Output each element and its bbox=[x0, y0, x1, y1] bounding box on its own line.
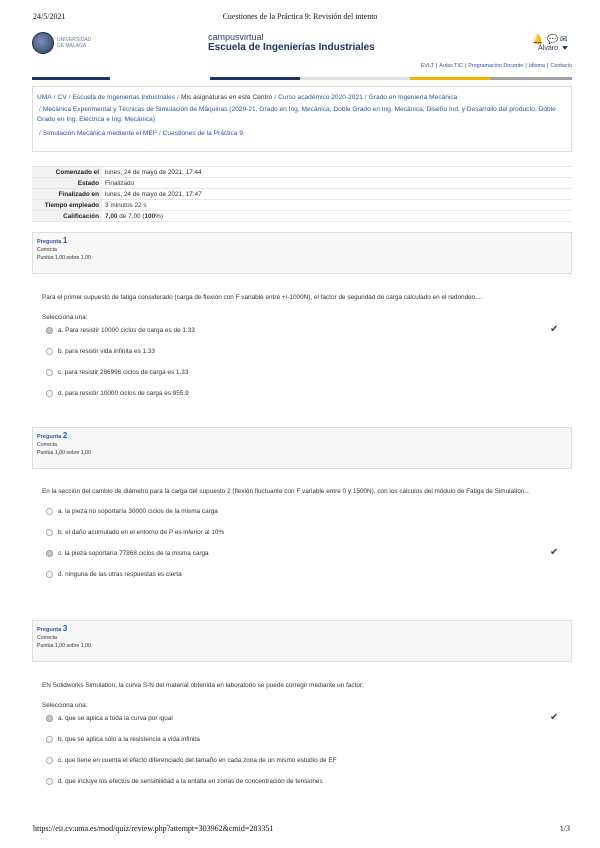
question-grade: Puntúa 1,00 sobre 1,00 bbox=[37, 643, 91, 649]
option-label: a. que se aplica a toda la curva por igual bbox=[58, 714, 173, 722]
radio-button[interactable] bbox=[46, 390, 53, 397]
answer-option[interactable] bbox=[46, 772, 572, 793]
radio-button[interactable] bbox=[46, 529, 53, 536]
option-label: d. ninguna de las otras respuestas es cierta bbox=[58, 570, 182, 578]
summary-value: lunes, 24 de mayo de 2021, 17:47 bbox=[102, 189, 572, 200]
uma-logo[interactable] bbox=[32, 32, 92, 54]
check-icon: ✔ bbox=[550, 712, 559, 723]
question-body bbox=[32, 293, 572, 405]
check-icon: ✔ bbox=[550, 547, 559, 558]
link-evlt[interactable]: EVLT bbox=[420, 63, 434, 69]
radio-button[interactable] bbox=[46, 757, 53, 764]
radio-button[interactable] bbox=[46, 736, 53, 743]
breadcrumb bbox=[32, 86, 572, 152]
table-row bbox=[32, 189, 572, 200]
answer-option[interactable] bbox=[46, 502, 572, 523]
summary-value: lunes, 24 de mayo de 2021, 17:44 bbox=[102, 167, 572, 178]
breadcrumb-line1: UMA / CV / Escuela de Ingenierías Industriales / Mis asignaturas en este Centro / Curso académico 2020-2021 / Grado en Ingeniería Mecánica bbox=[37, 94, 458, 101]
option-label: d. para resistir 10000 ciclos de carga es 955.9 bbox=[58, 389, 189, 397]
breadcrumb-cuestiones[interactable]: Cuestiones de la Práctica 9 bbox=[162, 130, 243, 137]
chevron-down-icon[interactable] bbox=[562, 46, 568, 50]
question-status: Correcta bbox=[37, 247, 57, 253]
header-colorbar bbox=[32, 77, 572, 80]
colorbar-segment bbox=[410, 77, 490, 80]
breadcrumb-grado[interactable]: Grado en Ingeniería Mecánica bbox=[368, 94, 458, 101]
radio-button[interactable] bbox=[46, 778, 53, 785]
summary-key: Finalizado en bbox=[32, 189, 102, 200]
colorbar-segment bbox=[32, 77, 110, 80]
campus-title[interactable] bbox=[208, 32, 375, 53]
link-idioma[interactable]: Idioma bbox=[528, 63, 546, 69]
print-header bbox=[0, 0, 600, 26]
option-label: c. para resistir 286996 ciclos de carga es 1.33 bbox=[58, 368, 189, 376]
question-body bbox=[32, 681, 572, 793]
answer-option[interactable] bbox=[46, 321, 572, 342]
grade-max: de 7,00 ( bbox=[117, 212, 145, 220]
summary-key: Calificación bbox=[32, 211, 102, 222]
summary-key: Estado bbox=[32, 178, 102, 189]
breadcrumb-line3: / Simulación Mecánica mediante el MEF / Cuestiones de la Práctica 9 bbox=[39, 130, 243, 137]
question-grade: Puntúa 1,00 sobre 1,00 bbox=[37, 255, 91, 261]
question-body bbox=[32, 487, 572, 586]
quick-links: EVLT | Aulas TIC | Programación Docente | Idioma | Contacto bbox=[420, 63, 572, 69]
answer-option[interactable] bbox=[46, 565, 572, 586]
question-text: EN Solidworks Simulation, la curva S-N del material obtenida en laboratorio se puede corregir mediante un factor: bbox=[42, 682, 364, 689]
question-number: Pregunta 1 bbox=[37, 236, 68, 245]
link-programacion-docente[interactable]: Programación Docente bbox=[468, 63, 524, 69]
radio-button[interactable] bbox=[46, 369, 53, 376]
radio-button[interactable] bbox=[46, 508, 53, 515]
breadcrumb-simulacion[interactable]: Simulación Mecánica mediante el MEF bbox=[42, 130, 157, 137]
print-pager: 1/3 bbox=[559, 824, 570, 833]
answer-option[interactable] bbox=[46, 544, 572, 565]
question-text: En la sección del cambio de diámetro para la carga del supuesto 2 (flexión fluctuante con F variable entre 0 y 1500N), con los cálculos del módulo de Fatiga de Simulation... bbox=[42, 488, 530, 495]
select-label: Selecciona una: bbox=[42, 314, 88, 321]
breadcrumb-line2: / Mecánica Experimental y Técnicas de Simulación de Máquinas (2020-21, Grado en Ing. Mecánica, Doble Grado en Ing. Mecánica, Diseño Ind. y Desarrollo del producto, Doble Grado en Ing. Eléctrica e Ing. Mecánica) bbox=[37, 106, 556, 123]
answer-option[interactable] bbox=[46, 709, 572, 730]
logo-text: UNIVERSIDAD DE MÁLAGA bbox=[57, 37, 92, 49]
summary-key: Tiempo empleado bbox=[32, 200, 102, 211]
answer-option[interactable] bbox=[46, 751, 572, 772]
site-header bbox=[32, 28, 572, 76]
colorbar-segment bbox=[210, 77, 300, 80]
radio-button[interactable] bbox=[46, 550, 53, 557]
option-label: d. que incluye los efectos de sensibilidad a la entalla en zonas de concentración de tensiones bbox=[58, 777, 323, 785]
option-label: b. para resistir vida infinita es 1.33 bbox=[58, 347, 155, 355]
breadcrumb-uma[interactable]: UMA bbox=[37, 94, 52, 101]
breadcrumb-asignatura[interactable]: Mecánica Experimental y Técnicas de Simulación de Máquinas (2020-21, Grado en Ing. Mecánica, Doble Grado en Ing. Mecánica, Diseño Ind. y Desarrollo del producto, Doble Grado en Ing. Eléctrica e Ing. Mecánica) bbox=[37, 106, 556, 123]
attempt-summary bbox=[32, 166, 572, 222]
user-name[interactable]: Álvaro bbox=[538, 45, 558, 52]
question-number: Pregunta 3 bbox=[37, 624, 68, 633]
print-url: https://eii.cv.uma.es/mod/quiz/review.php?attempt=303962&cmid=283351 bbox=[33, 824, 274, 833]
answer-option[interactable] bbox=[46, 342, 572, 363]
question-info bbox=[32, 427, 572, 469]
campus-line1: campusvirtual bbox=[208, 32, 264, 42]
option-label: a. la pieza no soportaría 30000 ciclos de la misma carga bbox=[58, 507, 218, 515]
breadcrumb-mis-asignaturas[interactable]: Mis asignaturas en este Centro bbox=[181, 94, 273, 101]
select-label: Selecciona una: bbox=[42, 702, 88, 709]
answer-option[interactable] bbox=[46, 384, 572, 405]
grade-percent: 100 bbox=[144, 212, 156, 220]
grade-value: 7,00 bbox=[105, 212, 118, 220]
summary-key: Comenzado el bbox=[32, 167, 102, 178]
breadcrumb-cv[interactable]: CV bbox=[57, 94, 67, 101]
chat-icon[interactable]: 💬 bbox=[547, 34, 559, 44]
radio-button[interactable] bbox=[46, 571, 53, 578]
answer-option[interactable] bbox=[46, 730, 572, 751]
question-status: Correcta bbox=[37, 442, 57, 448]
colorbar-segment bbox=[110, 77, 210, 80]
uma-seal-icon bbox=[32, 32, 54, 54]
table-row bbox=[32, 167, 572, 178]
colorbar-segment bbox=[490, 77, 572, 80]
link-contacto[interactable]: Contacto bbox=[550, 63, 572, 69]
radio-button[interactable] bbox=[46, 327, 53, 334]
print-footer bbox=[0, 820, 600, 840]
option-label: c. que tiene en cuenta el efecto diferenciado del tamaño en cada zona de un mismo estudio de EF bbox=[58, 756, 337, 764]
question-grade: Puntúa 1,00 sobre 1,00 bbox=[37, 450, 91, 456]
user-area bbox=[512, 34, 572, 64]
radio-button[interactable] bbox=[46, 715, 53, 722]
summary-value: Finalizado bbox=[102, 178, 572, 189]
question-info bbox=[32, 620, 572, 662]
link-aulas-tic[interactable]: Aulas TIC bbox=[439, 63, 463, 69]
option-label: b. el daño acumulado en el entorno de P es inferior al 10% bbox=[58, 528, 225, 536]
breadcrumb-curso[interactable]: Curso académico 2020-2021 bbox=[278, 94, 363, 101]
option-label: a. Para resistir 10000 ciclos de carga es de 1.33 bbox=[58, 326, 195, 334]
campus-line2: Escuela de Ingenierías Industriales bbox=[208, 42, 375, 53]
table-row bbox=[32, 211, 572, 222]
option-label: c. la pieza soportaría 77868 ciclos de la misma carga bbox=[58, 549, 209, 557]
summary-value bbox=[102, 211, 572, 222]
radio-button[interactable] bbox=[46, 348, 53, 355]
option-label: b. que se aplica sólo a la resistencia a vida infinita bbox=[58, 735, 200, 743]
question-info bbox=[32, 232, 572, 274]
summary-value: 3 minutos 22 s bbox=[102, 200, 572, 211]
bell-icon[interactable]: 🔔 bbox=[532, 34, 544, 44]
mail-icon[interactable]: ✉ bbox=[560, 34, 568, 44]
table-row bbox=[32, 178, 572, 189]
print-date: 24/5/2021 bbox=[33, 12, 66, 21]
colorbar-segment bbox=[300, 77, 410, 80]
answer-option[interactable] bbox=[46, 363, 572, 384]
print-title: Cuestiones de la Práctica 9: Revisión del intento bbox=[222, 12, 378, 21]
breadcrumb-escuela[interactable]: Escuela de Ingenierías Industriales bbox=[72, 94, 176, 101]
question-status: Correcta bbox=[37, 635, 57, 641]
table-row bbox=[32, 200, 572, 211]
question-text: Para el primer supuesto de fatiga considerado (carga de flexión con F variable entre +/-1000N), el factor de seguridad de carga calculado en el redondeo.... bbox=[42, 294, 483, 301]
summary-table bbox=[32, 166, 572, 222]
question-number: Pregunta 2 bbox=[37, 431, 68, 440]
grade-percent-suffix: %) bbox=[155, 212, 163, 220]
check-icon: ✔ bbox=[550, 324, 559, 335]
answer-option[interactable] bbox=[46, 523, 572, 544]
